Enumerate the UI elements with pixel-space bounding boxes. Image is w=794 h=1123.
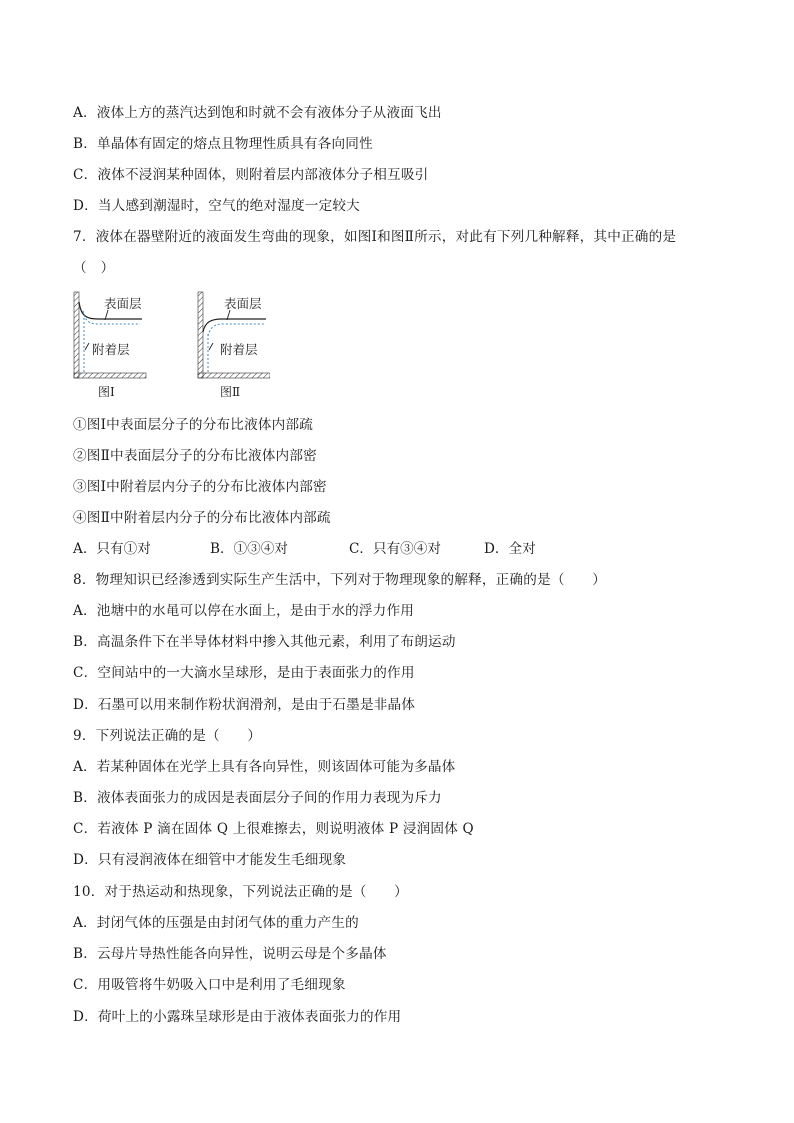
q10-option-a: A．封闭气体的压强是由封闭气体的重力产生的: [73, 915, 359, 931]
surface-layer-boundary: [83, 311, 140, 324]
q9-stem: 9．下列说法正确的是（ ）: [73, 728, 262, 744]
q7-statement-3: ③图Ⅰ中附着层内分子的分布比液体内部密: [73, 479, 327, 495]
q8-option-d: D．石墨可以用来制作粉状润滑剂，是由于石墨是非晶体: [73, 697, 416, 713]
fig1-surface-label: 表面层: [104, 296, 142, 311]
q7-stem: 7．液体在器壁附近的液面发生弯曲的现象，如图Ⅰ和图Ⅱ所示，对此有下列几种解释，其中正确的是: [73, 229, 677, 245]
figure-1: [74, 292, 146, 399]
container-base: [74, 373, 146, 378]
q7-statement-1: ①图Ⅰ中表面层分子的分布比液体内部疏: [73, 417, 314, 433]
figure-2: [198, 292, 270, 399]
q7-statement-4: ④图Ⅱ中附着层内分子的分布比液体内部疏: [73, 510, 331, 526]
q9-option-b: B．液体表面张力的成因是表面层分子间的作用力表现为斥力: [73, 790, 442, 806]
q7-choice-d: D．全对: [484, 541, 536, 557]
q8-stem: 8．物理知识已经渗透到实际生产生活中，下列对于物理现象的解释，正确的是（ ）: [73, 572, 607, 588]
q6-option-c: C．液体不浸润某种固体，则附着层内部液体分子相互吸引: [73, 167, 429, 183]
q8-option-c: C．空间站中的一大滴水呈球形，是由于表面张力的作用: [73, 665, 415, 681]
q6-option-b: B．单晶体有固定的熔点且物理性质具有各向同性: [73, 136, 373, 152]
surface-layer-boundary: [208, 324, 264, 336]
fig2-adhesion-label: 附着层: [220, 342, 258, 357]
q9-option-d: D．只有浸润液体在细管中才能发生毛细现象: [73, 852, 347, 868]
q7-bracket: （ ）: [73, 260, 115, 276]
q10-option-c: C．用吸管将牛奶吸入口中是利用了毛细现象: [73, 977, 346, 993]
q10-option-b: B．云母片导热性能各向异性，说明云母是个多晶体: [73, 946, 387, 962]
q6-option-a: A．液体上方的蒸汽达到饱和时就不会有液体分子从液面飞出: [73, 105, 442, 121]
q8-option-b: B．高温条件下在半导体材料中掺入其他元素，利用了布朗运动: [73, 634, 456, 650]
q6-option-d: D．当人感到潮湿时，空气的绝对湿度一定较大: [73, 198, 360, 214]
q10-option-d: D．荷叶上的小露珠呈球形是由于液体表面张力的作用: [73, 1009, 402, 1025]
q7-statement-2: ②图Ⅱ中表面层分子的分布比液体内部密: [73, 448, 317, 464]
container-wall: [74, 292, 79, 378]
container-base: [198, 373, 270, 378]
fig2-surface-label: 表面层: [224, 296, 262, 311]
fig1-adhesion-label: 附着层: [92, 342, 130, 357]
q8-option-a: A．池塘中的水黾可以停在水面上，是由于水的浮力作用: [73, 603, 415, 619]
q9-option-c: C．若液体 P 滴在固体 Q 上很难擦去，则说明液体 P 浸润固体 Q: [73, 821, 474, 837]
q10-stem: 10．对于热运动和热现象，下列说法正确的是（ ）: [73, 884, 408, 900]
liquid-surface: [203, 319, 266, 332]
meniscus-figure: [70, 288, 270, 404]
container-wall: [198, 292, 203, 378]
q7-choice-b: B．①③④对: [210, 541, 288, 557]
q9-option-a: A．若某种固体在光学上具有各向异性，则该固体可能为多晶体: [73, 759, 456, 775]
q7-choice-a: A．只有①对: [73, 541, 151, 557]
adhesion-pointer: [209, 343, 213, 350]
adhesion-pointer: [85, 343, 89, 350]
fig2-caption: 图Ⅱ: [220, 385, 241, 399]
fig1-caption: 图Ⅰ: [98, 385, 115, 399]
q7-choice-c: C．只有③④对: [349, 541, 441, 557]
